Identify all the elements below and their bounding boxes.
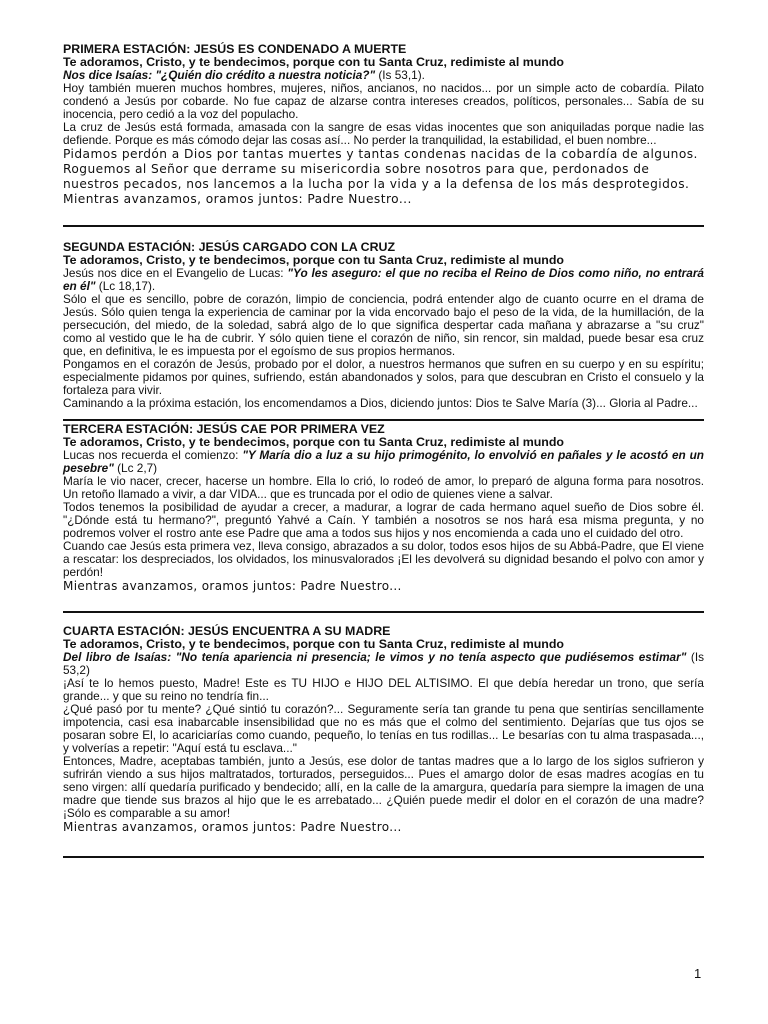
station-3-paragraph-1: María le vio nacer, crecer, hacerse un hombre. Ella lo crió, lo rodeó de amor, lo preparó de alguna forma para nosotros. Un retoño llamado a vivir, a dar VIDA... que es truncada por el odio de quienes viene a salvar. [63, 474, 704, 501]
station-2-scripture [63, 267, 704, 293]
station-4-paragraph-3: Entonces, Madre, aceptabas también, junto a Jesús, ese dolor de tantas madres que a lo largo de los siglos sufrieron y sufrirán viendo a sus hijos maltratados, torturados, perseguidos... Pues el amargo dolor de esas madres acogías en tu seno virgen: allí quedaría purificado y bendecido; allí, en la calle de la amargura, quedaría para siempre la imagen de una madre que tiende sus brazos al hijo que le es arrebatado... ¿Quién puede medir el dolor en el corazón de una madre? ¡Sólo es comparable a su amor! [63, 754, 704, 820]
station-4 [63, 624, 704, 834]
station-3-closing: Mientras avanzamos, oramos juntos: Padre Nuestro... [63, 579, 402, 593]
station-1-adoramos: Te adoramos, Cristo, y te bendecimos, porque con tu Santa Cruz, redimiste al mundo [63, 55, 564, 69]
station-2-paragraph-2: Pongamos en el corazón de Jesús, probado por el dolor, a nuestros hermanos que sufren en su cuerpo y en su espíritu; especialmente pidamos por quines, sufriendo, están abandonados y solos, para que descubran en Cristo el consuelo y la fortaleza para vivir. [63, 357, 704, 397]
station-3-paragraph-2: Todos tenemos la posibilidad de ayudar a crecer, a madurar, a lograr de cada hermano aquel sueño de Dios sobre él. "¿Dónde está tu hermano?", preguntó Yahvé a Caín. Y también a nosotros se nos hará esa misma pregunta, y no podremos volver el rostro ante ese Padre que ama a todos sus hijos y nos encomienda a cada uno el cuidado del otro. [63, 500, 704, 540]
station-1-intro: Nos dice Isaías: [63, 68, 156, 82]
station-4-quote: "No tenía apariencia ni presencia; le vimos y no tenía aspecto que pudiésemos estimar" [175, 650, 687, 664]
divider-3 [63, 611, 704, 613]
station-3-paragraph-3: Cuando cae Jesús esta primera vez, lleva consigo, abrazados a su dolor, todos esos hijos de su Abbá-Padre, que El viene a rescatar: los despreciados, los olvidados, los minusvalorados ¡El les devolverá su dignidad besando el polvo con amor y perdón! [63, 539, 704, 579]
station-1 [63, 42, 704, 207]
divider-4 [63, 856, 704, 858]
station-4-intro: Del libro de Isaías: [63, 650, 176, 664]
station-2-adoramos: Te adoramos, Cristo, y te bendecimos, porque con tu Santa Cruz, redimiste al mundo [63, 253, 564, 267]
station-2-paragraph-3: Caminando a la próxima estación, los encomendamos a Dios, diciendo juntos: Dios te Salve María (3)... Gloria al Padre... [63, 396, 698, 410]
page-number: 1 [694, 966, 702, 981]
station-4-paragraph-1: ¡Así te lo hemos puesto, Madre! Este es TU HIJO e HIJO DEL ALTISIMO. El que debía heredar un trono, que sería grande... y que su reino no tendría fin... [63, 676, 704, 703]
station-3-adoramos: Te adoramos, Cristo, y te bendecimos, porque con tu Santa Cruz, redimiste al mundo [63, 435, 564, 449]
station-1-closing: Mientras avanzamos, oramos juntos: Padre Nuestro... [63, 192, 412, 206]
station-1-prayer: Pidamos perdón a Dios por tantas muertes y tantas condenas nacidas de la cobardía de algunos. Roguemos al Señor que derrame su misericordia sobre nosotros para que, perdonados de nuestros pecados, nos lancemos a la lucha por la vida y a la defensa de los más desprotegidos. [63, 147, 698, 191]
document-page [63, 42, 704, 858]
station-4-scripture [63, 651, 704, 677]
station-2 [63, 240, 704, 410]
station-3-citation: (Lc 2,7) [113, 461, 158, 475]
station-3-scripture [63, 449, 704, 475]
station-2-title: SEGUNDA ESTACIÓN: JESÚS CARGADO CON LA CRUZ [63, 240, 396, 254]
station-3-quote: "Y María dio a luz a su hijo primogénito, lo envolvió en pañales y le acostó en un pesebre" [63, 448, 704, 475]
divider-1 [63, 225, 704, 227]
station-1-title: PRIMERA ESTACIÓN: JESÚS ES CONDENADO A MUERTE [63, 42, 407, 56]
divider-2 [63, 419, 704, 421]
station-2-citation: (Lc 18,17). [95, 279, 156, 293]
station-4-paragraph-2: ¿Qué pasó por tu mente? ¿Qué sintió tu corazón?... Seguramente sería tan grande tu pena que sentirías sencillamente impotencia, casi esa inabarcable insensibilidad que no es más que el colmo del sentimiento. Dejarías que tus ojos se posaran sobre El, lo acariciarías como cuando, pequeño, lo tenías en tus rodillas... Le besarías con tu alma traspasada..., y volverías a repetir: "Aquí está tu esclava..." [63, 702, 704, 755]
station-4-closing: Mientras avanzamos, oramos juntos: Padre Nuestro... [63, 820, 402, 834]
station-3-title: TERCERA ESTACIÓN: JESÚS CAE POR PRIMERA VEZ [63, 422, 385, 436]
station-2-intro: Jesús nos dice en el Evangelio de Lucas: [63, 266, 288, 280]
station-1-citation: (Is 53,1). [375, 68, 425, 82]
station-1-quote: "¿Quién dio crédito a nuestra noticia?" [155, 68, 376, 82]
station-2-quote: "Yo les aseguro: el que no reciba el Reino de Dios como niño, no entrará en él" [63, 266, 704, 293]
station-1-paragraph-1: Hoy también mueren muchos hombres, mujeres, niños, ancianos, no nacidos... por un simple acto de cobardía. Pilato condenó a Jesús por cobarde. No fue capaz de alzarse contra intereses creados, políticos, personales... Sabía de su inocencia, pero cedió a la voz del populacho. [63, 81, 704, 121]
station-3 [63, 422, 704, 593]
station-4-citation: (Is 53,2) [63, 650, 704, 677]
station-4-adoramos: Te adoramos, Cristo, y te bendecimos, porque con tu Santa Cruz, redimiste al mundo [63, 637, 564, 651]
station-1-paragraph-2: La cruz de Jesús está formada, amasada con la sangre de esas vidas inocentes que son aniquiladas porque nadie las defiende. Porque es más cómodo dejar las cosas así... No perder la tranquilidad, la estabilidad, el buen nombre... [63, 120, 704, 147]
station-3-intro: Lucas nos recuerda el comienzo: [63, 448, 243, 462]
station-4-title: CUARTA ESTACIÓN: JESÚS ENCUENTRA A SU MADRE [63, 624, 391, 638]
station-2-paragraph-1: Sólo el que es sencillo, pobre de corazón, limpio de conciencia, podrá entender algo de cuanto ocurre en el drama de Jesús. Sólo quien tenga la experiencia de caminar por la vida encorvado bajo el peso de la vida, de la humillación, de la persecución, del miedo, de la soledad, sabrá algo de lo que significa despertar cada mañana y abrazarse a "su cruz" como al vestido que le ha de cubrir. Y sólo quien tiene el corazón de niño, sin rencor, sin maldad, puede besar esa cruz que, en definitiva, le es impuesta por el egoísmo de sus propios hermanos. [63, 292, 704, 358]
